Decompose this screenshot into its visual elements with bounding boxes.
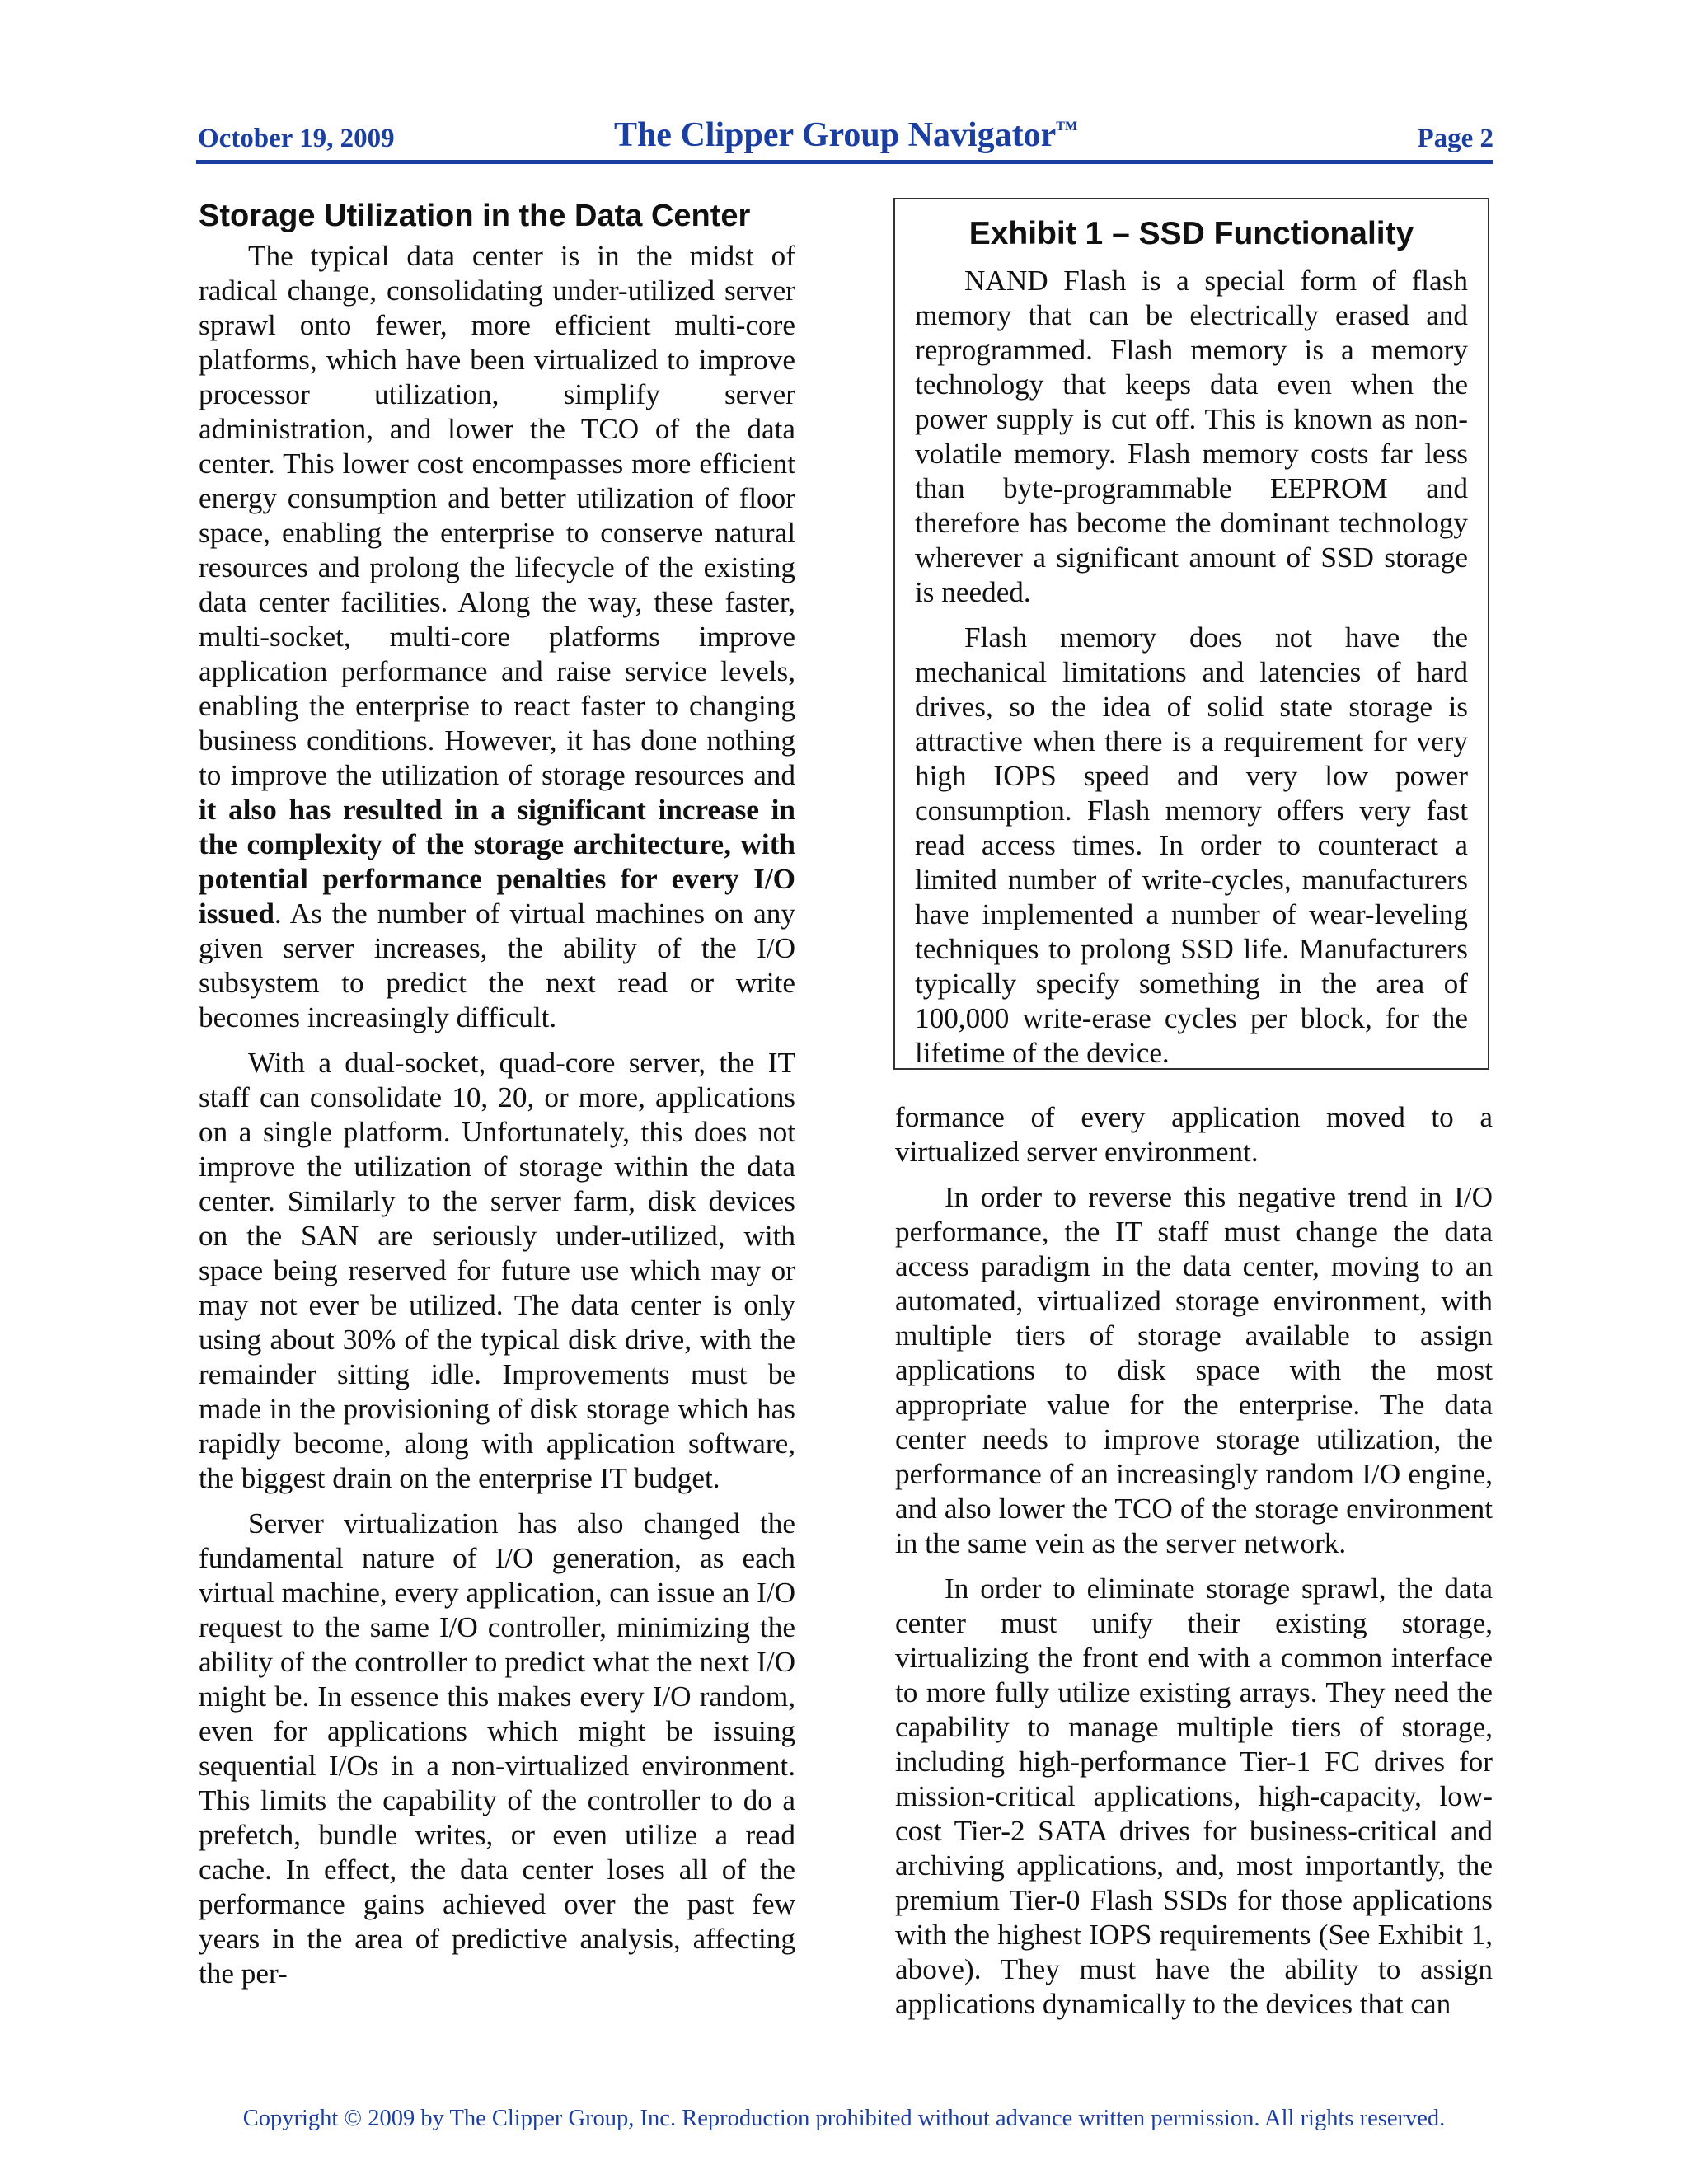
page-header: [198, 115, 1493, 162]
paragraph: In order to eliminate storage sprawl, the data center must unify their existing storage, virtualizing the front end with a common interface to more fully utilize existing arrays. They need the capability to manage multiple tiers of storage, including high-performance Tier-1 FC drives for mission-critical applications, high-capacity, low-cost Tier-2 SATA drives for business-critical and archiving applications, and, most importantly, the premium Tier-0 Flash SSDs for those applications with the highest IOPS requirements (See Exhibit 1, above). They must have the ability to assign applications dynamically to the devices that can: [895, 1572, 1493, 2020]
exhibit-paragraph: Flash memory does not have the mechanical limitations and latencies of hard drives, so the idea of solid state storage is attractive when there is a requirement for very high IOPS speed and very low power consumption. Flash memory offers very fast read access times. In order to counteract a limited number of write-cycles, manufacturers have implemented a number of wear-leveling techniques to prolong SSD life. Manufacturers typically specify something in the area of 100,000 write-erase cycles per block, for the lifetime of the device.: [915, 621, 1468, 1069]
exhibit-title: Exhibit 1 – SSD Functionality: [968, 216, 1414, 251]
exhibit-box: [893, 198, 1489, 1070]
header-title: [198, 115, 1493, 155]
paragraph: Server virtualization has also changed the fundamental nature of I/O generation, as each virtual machine, every application, can issue an I/O request to the same I/O controller, minimizing the ability of the controller to predict what the next I/O might be. In essence this makes every I/O random, even for applications which might be issuing sequential I/Os in a non-virtualized environment. This limits the capability of the controller to do a prefetch, bundle writes, or even utilize a read cache. In effect, the data center loses all of the performance gains achieved over the past few years in the area of predictive analysis, affecting the per-: [199, 1507, 796, 1990]
right-column: [895, 1100, 1493, 2032]
left-column: [199, 193, 795, 2002]
paragraph: formance of every application moved to a virtualized server environment.: [895, 1101, 1493, 1168]
paragraph: In order to reverse this negative trend in I/O performance, the IT staff must change the data access paradigm in the data center, moving to an automated, virtualized storage environment, with multiple tiers of storage available to assign applications to disk space with the most appropriate value for the enterprise. The data center needs to improve storage utilization, the performance of an increasingly random I/O engine, and also lower the TCO of the storage environment in the same vein as the server network.: [895, 1181, 1493, 1559]
header-title-text: The Clipper Group Navigator: [613, 116, 1057, 154]
section-heading: Storage Utilization in the Data Center: [199, 199, 751, 233]
copyright-footer: Copyright © 2009 by The Clipper Group, Inc. Reproduction prohibited without advance written permission. All rights reserved.: [242, 2106, 1446, 2131]
paragraph: [199, 239, 795, 1035]
exhibit-paragraph: NAND Flash is a special form of flash memory that can be electrically erased and reprogrammed. Flash memory is a memory technology that keeps data even when the power supply is cut off. This is known as non-volatile memory. Flash memory costs far less than byte-programmable EEPROM and therefore has become the dominant technology wherever a significant amount of SSD storage is needed.: [915, 265, 1468, 608]
paragraph: With a dual-socket, quad-core server, the IT staff can consolidate 10, 20, or more, applications on a single platform. Unfortunately, this does not improve the utilization of storage within the data center. Similarly to the server farm, disk devices on the SAN are seriously under-utilized, with space being reserved for future use which may or may not ever be utilized. The data center is only using about 30% of the typical disk drive, with the remainder sitting idle. Improvements must be made in the provisioning of disk storage which has rapidly become, along with application software, the biggest drain on the enterprise IT budget.: [199, 1047, 795, 1494]
paragraph-text: . As the number of virtual machines on any given server increases, the ability of the I/O subsystem to predict the next read or write becomes increasingly difficult.: [199, 898, 795, 1033]
paragraph-text: The typical data center is in the midst of radical change, consolidating under-utilized server sprawl onto fewer, more efficient multi-core platforms, which have been virtualized to improve processor utilization, simplify server administration, and lower the TCO of the data center. This lower cost encompasses more efficient energy consumption and better utilization of floor space, enabling the enterprise to conserve natural resources and prolong the lifecycle of the existing data center facilities. Along the way, these faster, multi-socket, multi-core platforms improve application performance and raise service levels, enabling the enterprise to react faster to changing business conditions. However, it has done nothing to improve the utilization of storage resources and: [199, 240, 795, 791]
header-date: October 19, 2009: [198, 124, 395, 153]
bold-emphasis: it also has resulted in a significant increase in the complexity of the storage architecture, with potential performance penalties for every I/O issued: [199, 794, 795, 930]
trademark-mark: TM: [1056, 120, 1078, 134]
header-rule: [196, 160, 1493, 164]
header-page-number: Page 2: [1417, 124, 1493, 153]
